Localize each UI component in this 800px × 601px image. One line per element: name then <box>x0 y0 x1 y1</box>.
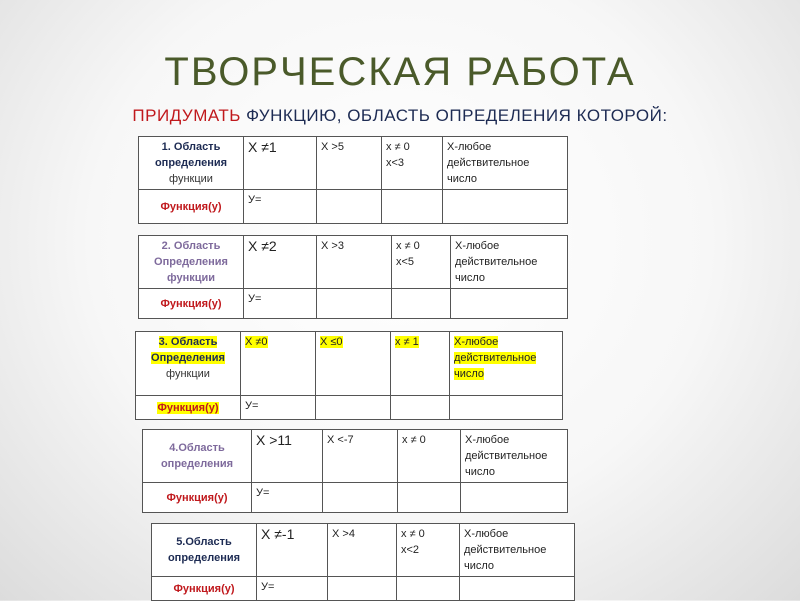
condition-cell-4[interactable]: X-любое действительное число <box>443 137 568 190</box>
function-input-2[interactable] <box>317 289 392 319</box>
function-input-2[interactable] <box>328 577 397 601</box>
condition-cell-3[interactable]: x ≠ 0 x<5 <box>392 236 451 289</box>
condition-cell-1[interactable]: X ≠1 <box>244 137 317 190</box>
function-label: Функция(у) <box>139 190 244 224</box>
subtitle-rest: ФУНКЦИЮ, ОБЛАСТЬ ОПРЕДЕЛЕНИЯ КОТОРОЙ: <box>240 106 668 125</box>
domain-label: 1. Область определения функции <box>139 137 244 190</box>
condition-cell-3[interactable]: x ≠ 0 <box>398 430 461 483</box>
function-input-3[interactable] <box>397 577 460 601</box>
function-label: Функция(у) <box>136 396 241 420</box>
function-input-3[interactable] <box>382 190 443 224</box>
slide-subtitle <box>0 106 800 126</box>
condition-cell-3[interactable]: x ≠ 0 x<3 <box>382 137 443 190</box>
function-input-2[interactable] <box>323 483 398 513</box>
function-input-1[interactable]: У= <box>241 396 316 420</box>
function-label: Функция(у) <box>139 289 244 319</box>
function-table-5 <box>151 523 575 601</box>
function-input-3[interactable] <box>391 396 450 420</box>
condition-cell-1[interactable]: X >11 <box>252 430 323 483</box>
condition-cell-4[interactable]: X-любое действительное число <box>461 430 568 483</box>
function-input-4[interactable] <box>450 396 563 420</box>
condition-cell-4[interactable]: X-любое действительное число <box>460 524 575 577</box>
condition-cell-1[interactable]: X ≠-1 <box>257 524 328 577</box>
function-table-4 <box>142 429 568 513</box>
condition-cell-3[interactable]: x ≠ 0 x<2 <box>397 524 460 577</box>
function-input-1[interactable]: У= <box>252 483 323 513</box>
function-label: Функция(у) <box>152 577 257 601</box>
condition-cell-1[interactable]: X ≠2 <box>244 236 317 289</box>
function-input-2[interactable] <box>317 190 382 224</box>
function-input-2[interactable] <box>316 396 391 420</box>
condition-cell-1[interactable]: X ≠0 <box>241 332 316 396</box>
slide-title: ТВОРЧЕСКАЯ РАБОТА <box>164 50 636 94</box>
condition-cell-4[interactable]: X-любое действительное число <box>451 236 568 289</box>
condition-cell-2[interactable]: X >3 <box>317 236 392 289</box>
function-input-3[interactable] <box>398 483 461 513</box>
subtitle-highlight: ПРИДУМАТЬ <box>132 106 241 125</box>
condition-cell-2[interactable]: X ≤0 <box>316 332 391 396</box>
function-input-1[interactable]: У= <box>257 577 328 601</box>
condition-cell-2[interactable]: X <-7 <box>323 430 398 483</box>
condition-cell-3[interactable]: x ≠ 1 <box>391 332 450 396</box>
function-input-4[interactable] <box>451 289 568 319</box>
function-table-1 <box>138 136 568 224</box>
function-input-1[interactable]: У= <box>244 190 317 224</box>
condition-cell-2[interactable]: X >5 <box>317 137 382 190</box>
domain-label: 2. Область Определения функции <box>139 236 244 289</box>
condition-cell-2[interactable]: X >4 <box>328 524 397 577</box>
condition-cell-4[interactable]: X-любое действительное число <box>450 332 563 396</box>
function-input-4[interactable] <box>460 577 575 601</box>
function-label: Функция(у) <box>143 483 252 513</box>
domain-label: 5.Область определения <box>152 524 257 577</box>
function-table-3 <box>135 331 563 420</box>
function-input-3[interactable] <box>392 289 451 319</box>
domain-label: 3. Область Определения функции <box>136 332 241 396</box>
function-table-2 <box>138 235 568 319</box>
function-input-1[interactable]: У= <box>244 289 317 319</box>
function-input-4[interactable] <box>443 190 568 224</box>
function-input-4[interactable] <box>461 483 568 513</box>
domain-label: 4.Область определения <box>143 430 252 483</box>
